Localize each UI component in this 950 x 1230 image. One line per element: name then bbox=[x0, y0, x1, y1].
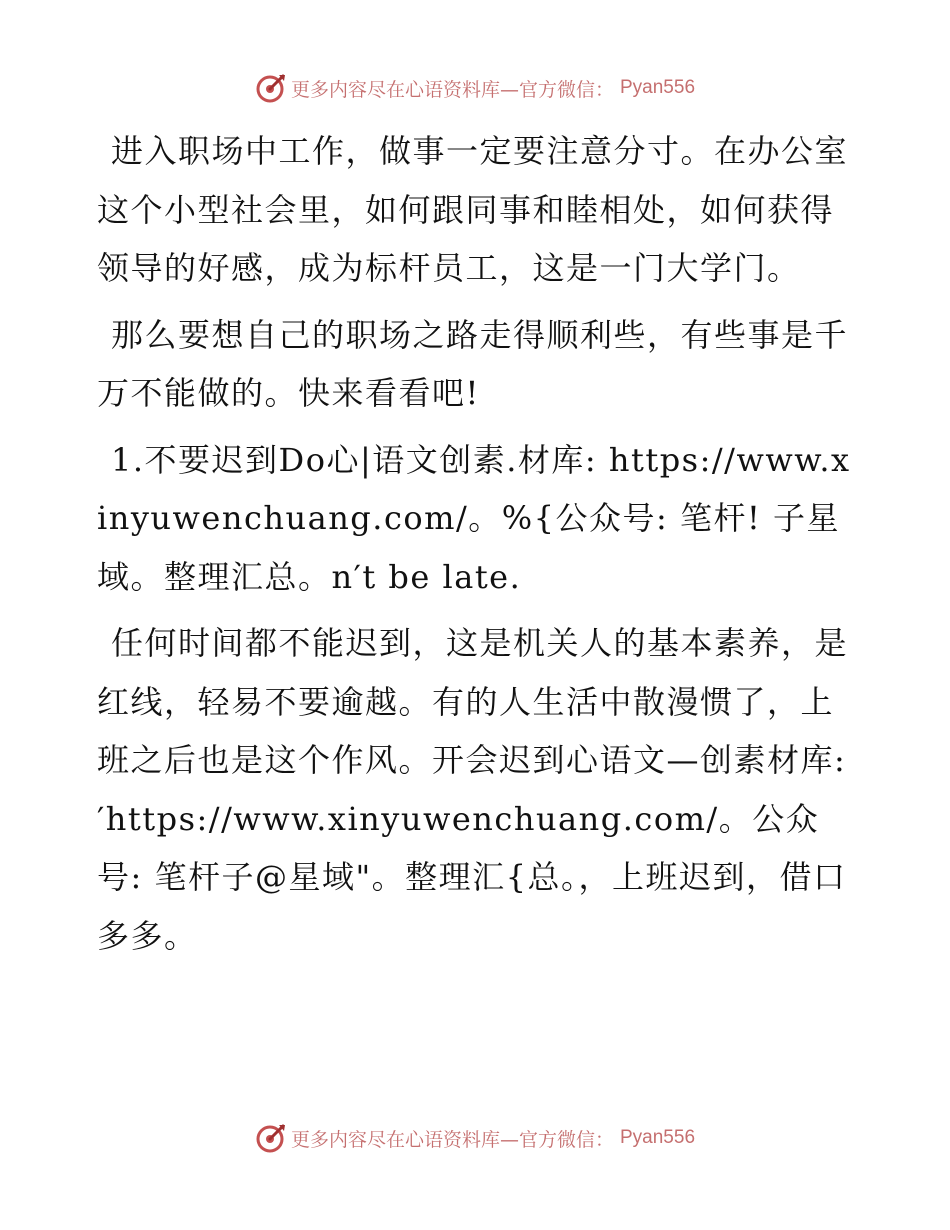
document-body bbox=[97, 122, 857, 973]
header-banner-text: 更多内容尽在心语资料库—官方微信： bbox=[290, 78, 614, 101]
paragraph-point-1-detail: 任何时间都不能迟到，这是机关人的基本素养，是红线，轻易不要逾越。有的人生活中散漫惯了，上班之后也是这个作风。开会迟到心语文—创素材库: ′https://www.xinyuwenchuang.com/。公众号: 笔杆子@星域"。整理汇{总。，上班迟到，借口多多。 bbox=[97, 624, 849, 955]
paragraph-intro: 进入职场中工作，做事一定要注意分寸。在办公室这个小型社会里，如何跟同事和睦相处，如何获得领导的好感，成为标杆员工，这是一门大学门。 bbox=[97, 132, 849, 287]
brand-logo-icon bbox=[255, 1122, 287, 1154]
paragraph-point-1: 1.不要迟到Do心|语文创素.材库: https://www.xinyuwenchuang.com/。%{公众号: 笔杆! 子星域。整理汇总。n′t be late. bbox=[97, 440, 851, 596]
footer-banner bbox=[0, 1122, 950, 1154]
brand-logo-icon bbox=[255, 72, 287, 104]
header-wechat-id: Pyan556 bbox=[620, 77, 696, 98]
paragraph-lead-in: 那么要想自己的职场之路走得顺利些，有些事是千万不能做的。快来看看吧! bbox=[97, 315, 849, 412]
footer-wechat-id: Pyan556 bbox=[620, 1127, 696, 1148]
footer-banner-text: 更多内容尽在心语资料库—官方微信： bbox=[290, 1128, 614, 1151]
header-banner bbox=[0, 72, 950, 104]
